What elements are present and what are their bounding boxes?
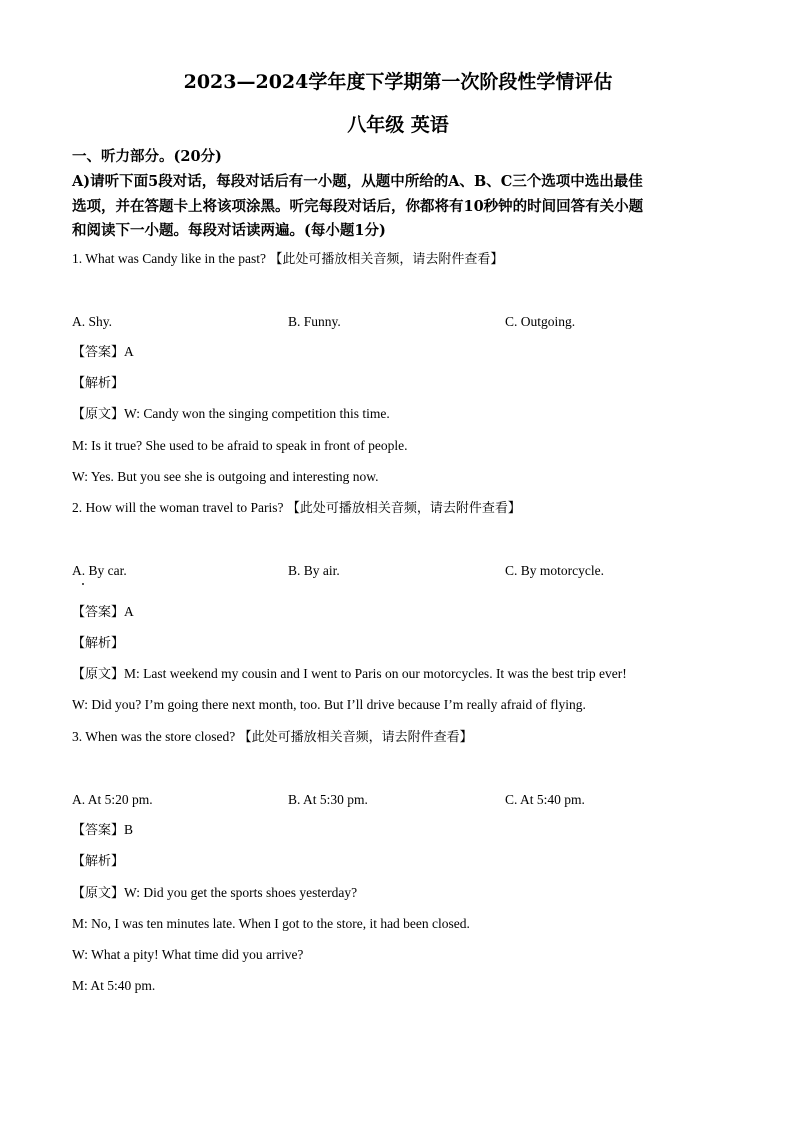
answer-label: 【答案】	[72, 605, 125, 620]
question-1-analysis	[72, 374, 124, 393]
question-2-transcript-line-2: W: Did you? I’m going there next month, too. But I’ll drive because I’m really afraid of flying.	[72, 697, 586, 712]
question-1-stem-line	[72, 250, 503, 269]
question-3-option-b: B. At 5:30 pm.	[288, 792, 368, 807]
analysis-label: 【解析】	[72, 636, 125, 651]
question-1-option-c: C. Outgoing.	[505, 314, 576, 329]
instruction-line-1: A)请听下面5段对话，每段对话后有一小题，从题中所给的A、B、C三个选项中选出最佳	[72, 173, 643, 190]
question-2-answer	[72, 603, 134, 622]
question-1-option-a: A. Shy.	[72, 314, 113, 329]
question-2-stem-line	[72, 499, 521, 518]
question-2-stem: 2. How will the woman travel to Paris?	[72, 500, 284, 515]
question-3-stem-line	[72, 728, 473, 747]
question-1-transcript-line-2: M: Is it true? She used to be afraid to speak in front of people.	[72, 438, 408, 453]
question-2-answer-value: A	[124, 604, 134, 619]
question-3-transcript-line-3: W: What a pity! What time did you arrive?	[72, 947, 304, 962]
analysis-label: 【解析】	[72, 376, 125, 391]
question-3-audio-note[interactable]: 【此处可播放相关音频，请去附件查看】	[238, 730, 473, 745]
answer-label: 【答案】	[72, 345, 125, 360]
question-3-transcript-line-4: M: At 5:40 pm.	[72, 978, 156, 993]
question-2-option-a: A. By car.	[72, 563, 127, 578]
question-1-answer-value: A	[124, 344, 134, 359]
question-2-option-c: C. By motorcycle.	[505, 563, 604, 578]
question-3-option-c: C. At 5:40 pm.	[505, 792, 585, 807]
exam-subtitle: 八年级 英语	[347, 114, 449, 136]
stray-dot	[82, 583, 84, 585]
question-2-audio-note[interactable]: 【此处可播放相关音频，请去附件查看】	[286, 501, 521, 516]
question-1-stem: 1. What was Candy like in the past?	[72, 251, 266, 266]
document-page	[72, 0, 724, 1123]
question-3-option-a: A. At 5:20 pm.	[72, 792, 153, 807]
question-3-analysis	[72, 852, 124, 871]
instruction-line-2: 选项，并在答题卡上将该项涂黑。听完每段对话后，你都将有10秒钟的时间回答有关小题	[72, 198, 644, 215]
question-2-option-b: B. By air.	[288, 563, 340, 578]
question-1-transcript-line-1: 【原文】W: Candy won the singing competition this time.	[72, 406, 390, 422]
exam-title: 2023—2024学年度下学期第一次阶段性学情评估	[183, 71, 613, 93]
question-1-transcript-line-3: W: Yes. But you see she is outgoing and interesting now.	[72, 469, 379, 484]
question-3-answer-value: B	[124, 822, 134, 837]
original-label: 【原文】	[72, 407, 125, 422]
question-3-answer	[72, 821, 133, 840]
question-3-transcript-line-2: M: No, I was ten minutes late. When I got to the store, it had been closed.	[72, 916, 470, 931]
question-1-option-b: B. Funny.	[288, 314, 341, 329]
answer-label: 【答案】	[72, 823, 125, 838]
question-3-stem: 3. When was the store closed?	[72, 729, 236, 744]
question-1-answer	[72, 343, 134, 362]
analysis-label: 【解析】	[72, 854, 125, 869]
question-1-audio-note[interactable]: 【此处可播放相关音频，请去附件查看】	[269, 252, 504, 267]
question-2-analysis	[72, 634, 124, 653]
original-label: 【原文】	[72, 667, 125, 682]
question-3-transcript-line-1: 【原文】W: Did you get the sports shoes yesterday?	[72, 885, 358, 901]
question-2-transcript-line-1: 【原文】M: Last weekend my cousin and I went to Paris on our motorcycles. It was the best trip ever!	[72, 666, 627, 682]
original-label: 【原文】	[72, 886, 125, 901]
instruction-line-3: 和阅读下一小题。每段对话读两遍。(每小题1分)	[72, 222, 386, 239]
section-heading: 一、听力部分。(20分)	[72, 148, 222, 165]
